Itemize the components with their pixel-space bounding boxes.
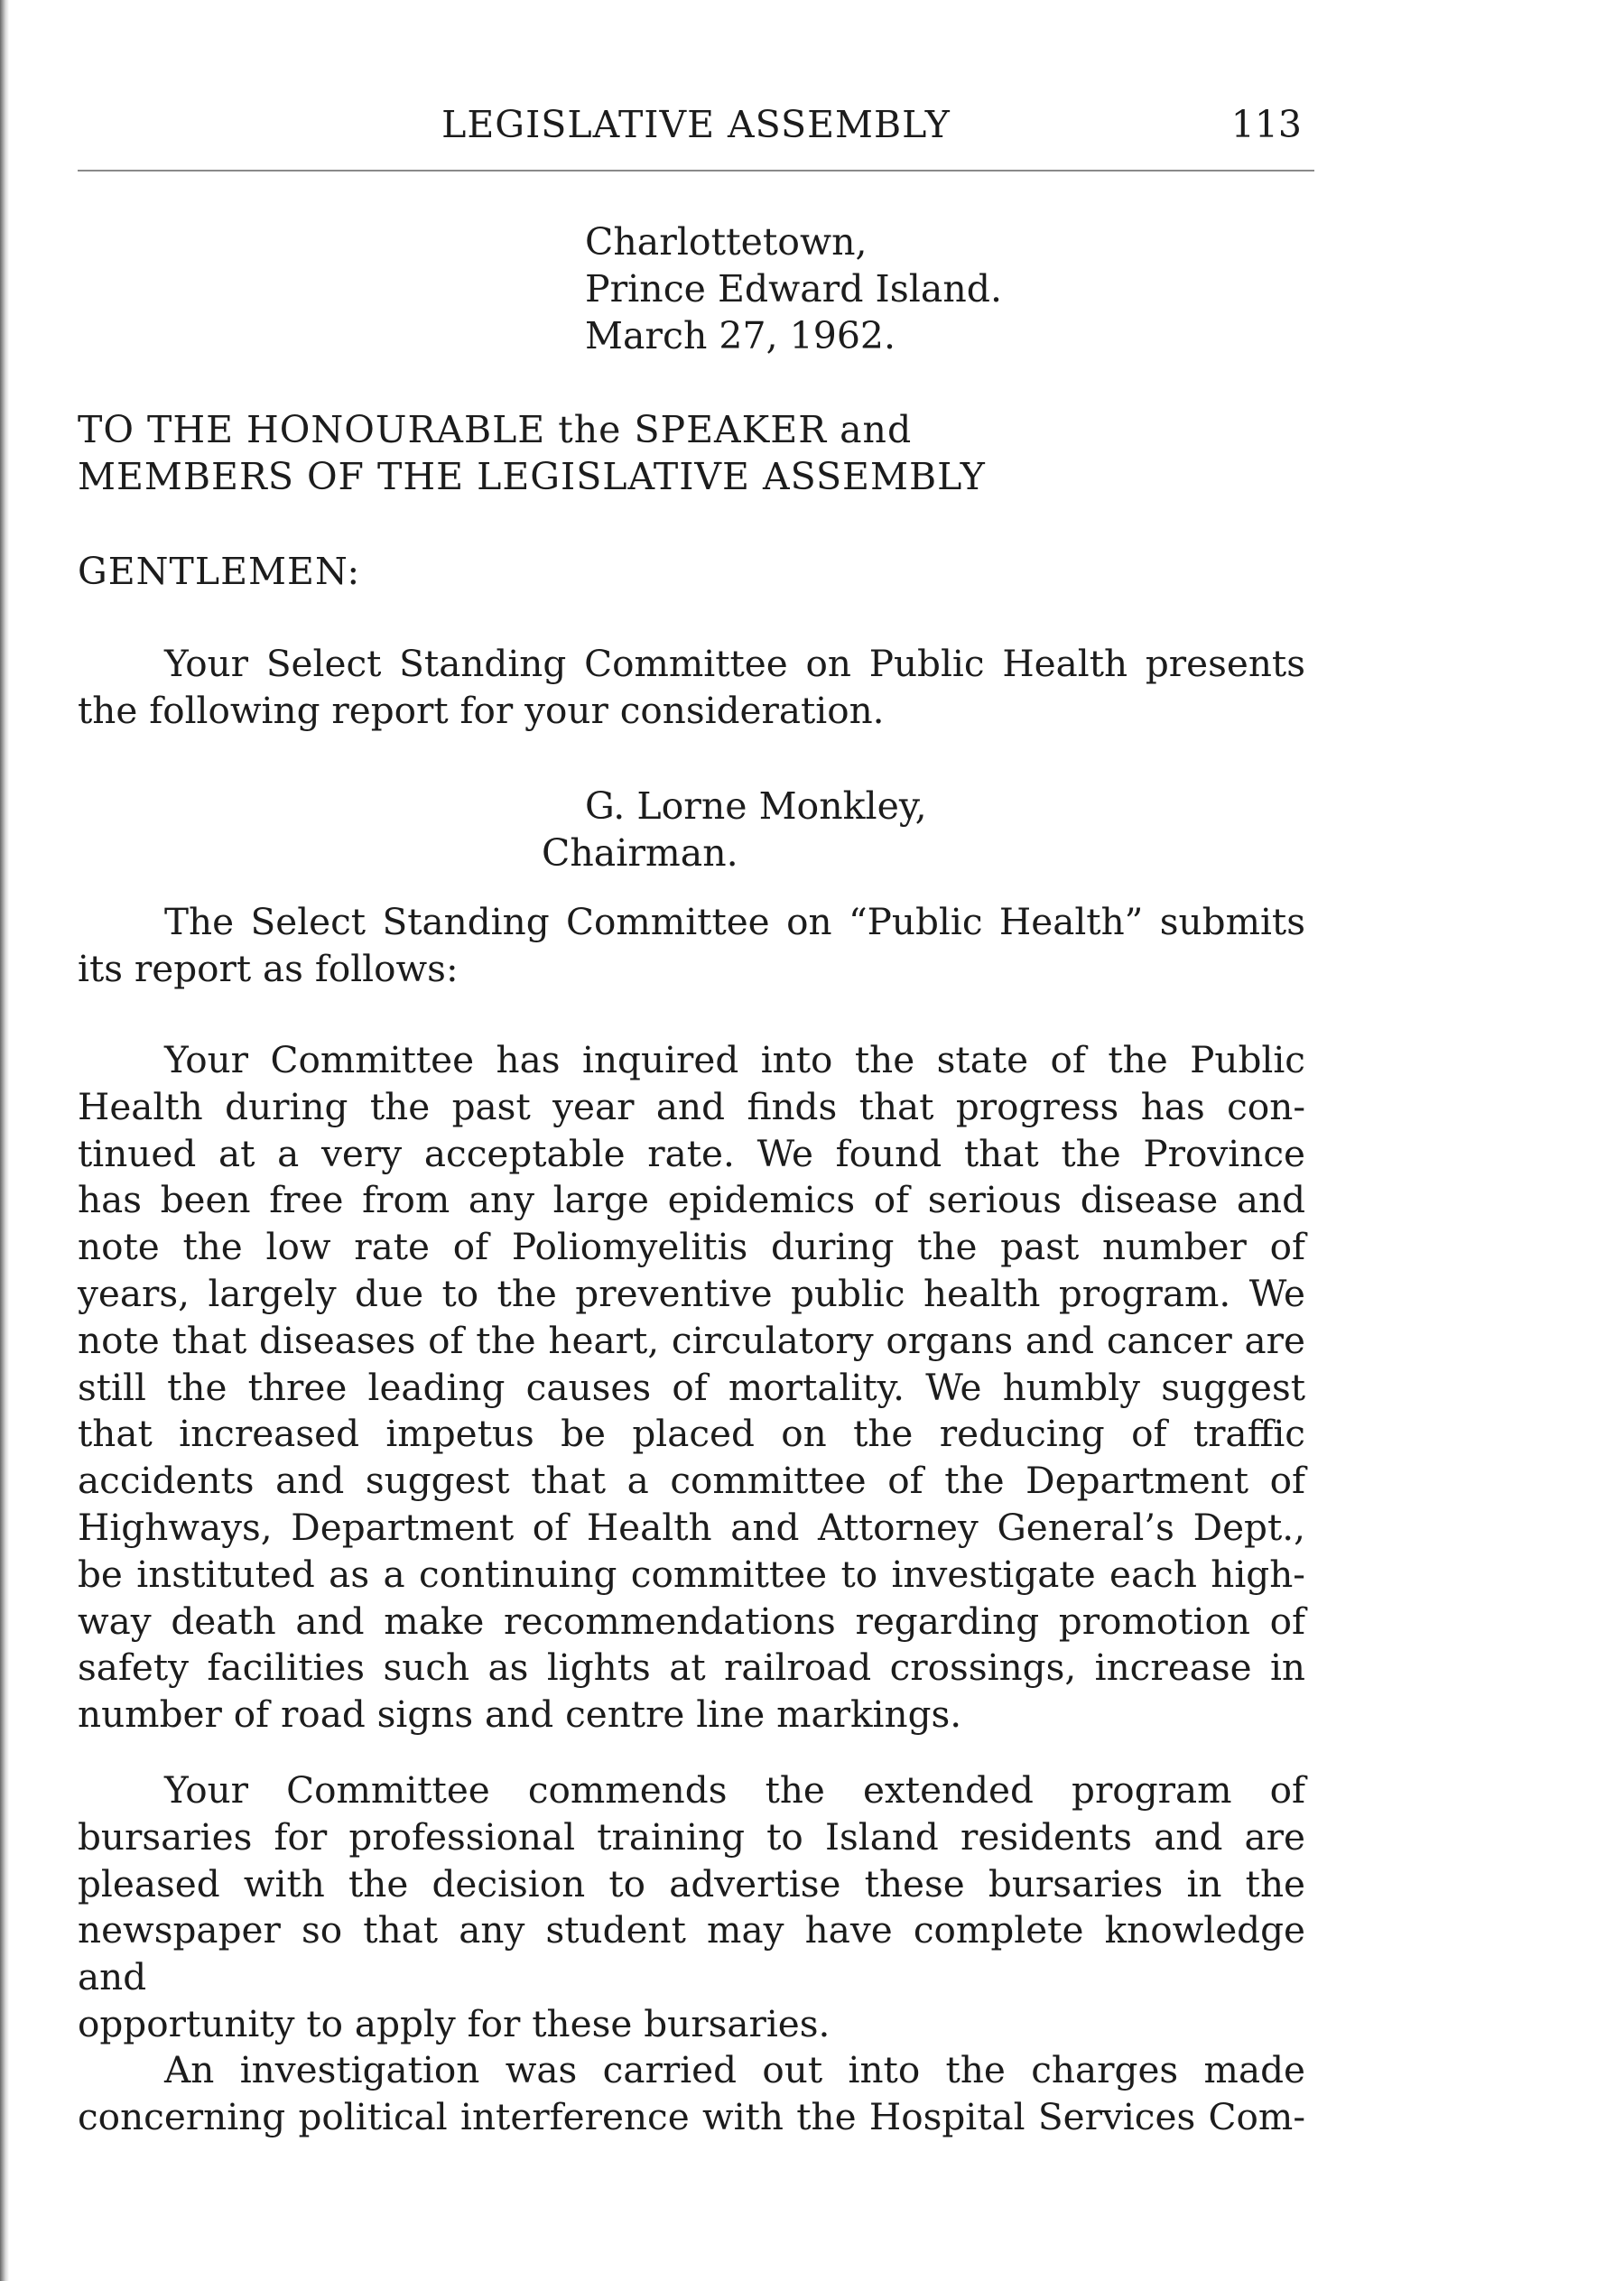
paragraph-line: Health during the past year and finds that progress has con- — [78, 1084, 1305, 1128]
running-title: LEGISLATIVE ASSEMBLY — [441, 103, 951, 146]
header-rule — [78, 170, 1314, 172]
paragraph-line: The Select Standing Committee on “Public Health” submits — [164, 900, 1305, 943]
intro-line: Your Select Standing Committee on Public Health presents — [164, 642, 1305, 685]
paragraph-line: Your Committee commends the extended program of — [164, 1768, 1305, 1812]
paragraph-line: newspaper so that any student may have complete knowledge and — [78, 1908, 1305, 1999]
signature-title: Chairman. — [542, 831, 738, 875]
report-paragraph — [78, 1767, 1305, 2048]
dateline-city: Charlottetown, — [585, 220, 868, 264]
paragraph-line: still the three leading causes of mortality. We humbly suggest — [78, 1365, 1305, 1409]
intro-line: the following report for your consideration. — [78, 688, 885, 732]
paragraph-line: concerning political interference with the Hospital Services Com- — [78, 2094, 1305, 2138]
page-number: 113 — [1230, 103, 1302, 146]
paragraph-line: tinued at a very acceptable rate. We found that the Province — [78, 1131, 1305, 1175]
address-line: TO THE HONOURABLE the SPEAKER and — [78, 408, 913, 451]
paragraph-line: be instituted as a continuing committee to investigate each high- — [78, 1552, 1305, 1596]
salutation: GENTLEMEN: — [78, 550, 361, 593]
report-paragraph — [78, 2047, 1305, 2141]
dateline-date: March 27, 1962. — [585, 314, 896, 357]
address-block — [78, 406, 986, 500]
intro-paragraph — [78, 641, 1305, 735]
paragraph-line: way death and make recommendations regarding promotion of — [78, 1599, 1305, 1643]
address-line: MEMBERS OF THE LEGISLATIVE ASSEMBLY — [78, 455, 986, 498]
paragraph-line: Highways, Department of Health and Attorney General’s Dept., — [78, 1505, 1305, 1549]
dateline — [585, 218, 1002, 359]
page-edge-shadow — [0, 0, 9, 2281]
paragraph-line: note that diseases of the heart, circulatory organs and cancer are — [78, 1318, 1305, 1362]
paragraph-line: its report as follows: — [78, 946, 459, 990]
paragraph-line: An investigation was carried out into the charges made — [164, 2048, 1305, 2091]
report-paragraph — [78, 1037, 1305, 1739]
paragraph-line: pleased with the decision to advertise these bursaries in the — [78, 1861, 1305, 1905]
paragraph-line: safety facilities such as lights at railroad crossings, increase in — [78, 1646, 1305, 1690]
paragraph-line: years, largely due to the preventive public health program. We — [78, 1271, 1305, 1315]
paragraph-line: number of road signs and centre line markings. — [78, 1692, 962, 1737]
report-paragraph — [78, 899, 1305, 993]
paragraph-line: opportunity to apply for these bursaries. — [78, 2001, 831, 2045]
signature-name: G. Lorne Monkley, — [585, 784, 927, 828]
paragraph-line: that increased impetus be placed on the reducing of traffic — [78, 1412, 1305, 1456]
paragraph-line: has been free from any large epidemics of serious disease and — [78, 1178, 1305, 1222]
paragraph-line: accidents and suggest that a committee of the Department of — [78, 1459, 1305, 1503]
running-header — [78, 103, 1314, 153]
dateline-province: Prince Edward Island. — [585, 267, 1003, 311]
paragraph-line: bursaries for professional training to Island residents and are — [78, 1814, 1305, 1859]
paragraph-line: note the low rate of Poliomyelitis during the past number of — [78, 1225, 1305, 1269]
paragraph-line: Your Committee has inquired into the state of the Public — [164, 1038, 1305, 1081]
